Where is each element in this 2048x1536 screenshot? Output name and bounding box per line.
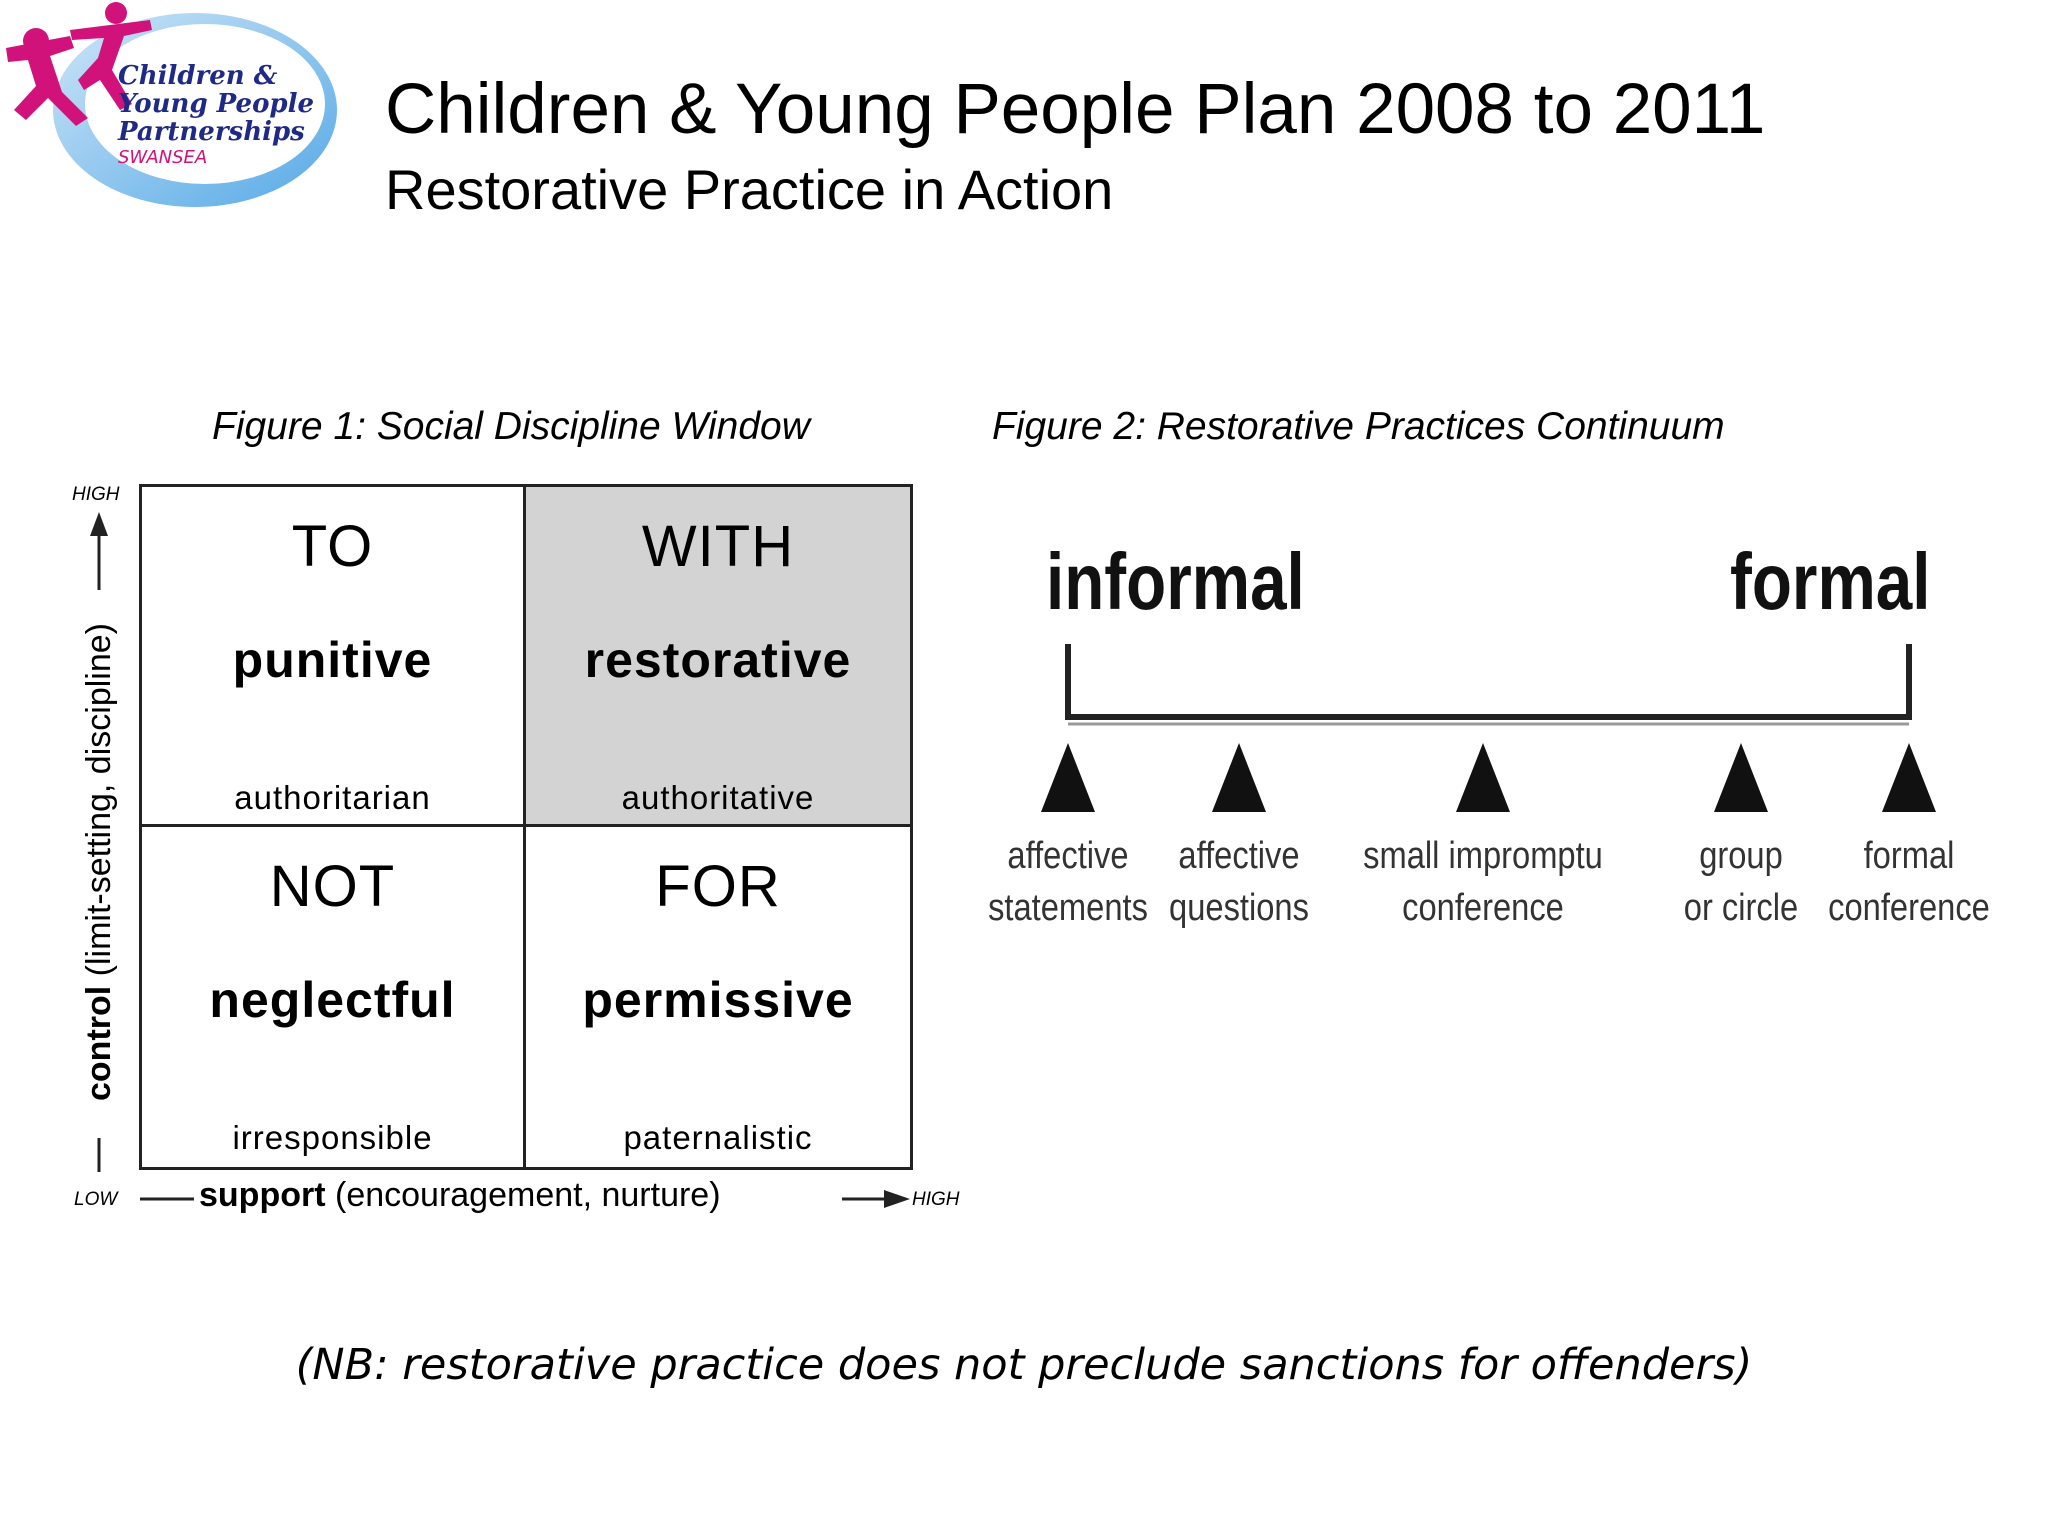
quadrant-not bbox=[142, 827, 526, 1167]
quadrant-desc: authoritarian bbox=[234, 779, 431, 816]
partnership-logo bbox=[0, 0, 345, 215]
quadrant-style: permissive bbox=[582, 972, 854, 1028]
continuum-item-line2: statements bbox=[988, 887, 1148, 929]
x-axis-low-label: LOW bbox=[74, 1189, 118, 1210]
y-axis-label-bold: control bbox=[80, 985, 118, 1101]
continuum-item-line1: formal bbox=[1863, 835, 1955, 877]
continuum-item-line1: affective bbox=[1178, 835, 1300, 877]
continuum-item-line2: questions bbox=[1169, 887, 1309, 929]
continuum-item-line1: group bbox=[1699, 835, 1783, 877]
footnote: (NB: restorative practice does not preclude sanctions for offenders) bbox=[295, 1340, 1753, 1390]
quadrant-with bbox=[526, 487, 910, 827]
continuum-marker-icon bbox=[1456, 743, 1510, 812]
figure1-caption: Figure 1: Social Discipline Window bbox=[212, 405, 810, 448]
continuum-item bbox=[1814, 830, 2003, 934]
y-axis-label bbox=[79, 542, 119, 1182]
quadrant-style: punitive bbox=[232, 632, 433, 688]
continuum-marker-icon bbox=[1714, 743, 1768, 812]
quadrant-style: neglectful bbox=[209, 972, 456, 1028]
quadrant-style: restorative bbox=[584, 632, 852, 688]
logo-text-4: SWANSEA bbox=[118, 147, 208, 168]
y-axis-high-label: HIGH bbox=[72, 484, 120, 505]
quadrant-desc: paternalistic bbox=[623, 1119, 813, 1156]
quadrant-mode: WITH bbox=[641, 514, 795, 579]
continuum-item-line1: affective bbox=[1007, 835, 1129, 877]
page-subtitle: Restorative Practice in Action bbox=[385, 158, 1114, 221]
quadrant-to bbox=[142, 487, 526, 827]
continuum-formal-label: formal bbox=[1730, 537, 1931, 626]
continuum-marker-icon bbox=[1212, 743, 1266, 812]
y-axis-label-rest: (limit-setting, discipline) bbox=[80, 623, 118, 986]
x-axis-label-rest: (encouragement, nurture) bbox=[325, 1176, 721, 1214]
continuum-item bbox=[1144, 830, 1333, 934]
quadrant-mode: FOR bbox=[655, 854, 781, 919]
continuum-marker-icon bbox=[1882, 743, 1936, 812]
logo-text-2: Young People bbox=[118, 89, 315, 119]
quadrant-mode: TO bbox=[291, 514, 374, 579]
quadrant-for bbox=[526, 827, 910, 1167]
logo-text-1: Children & bbox=[118, 61, 278, 91]
continuum-marker-icon bbox=[1041, 743, 1095, 812]
quadrant-desc: irresponsible bbox=[232, 1119, 433, 1156]
continuum-item-line2: conference bbox=[1402, 887, 1564, 929]
continuum-informal-label: informal bbox=[1046, 537, 1305, 626]
continuum-item-line2: or circle bbox=[1683, 887, 1799, 929]
quadrant-desc: authoritative bbox=[621, 779, 815, 816]
y-axis-arrowhead-icon bbox=[90, 512, 108, 536]
continuum-item-line1: small impromptu bbox=[1363, 835, 1603, 877]
x-axis-high-label: HIGH bbox=[912, 1189, 960, 1210]
social-discipline-window bbox=[139, 484, 913, 1170]
x-axis-arrowhead-icon bbox=[884, 1190, 910, 1208]
continuum-item bbox=[1345, 830, 1620, 934]
continuum-bracket bbox=[1068, 644, 1909, 717]
continuum-item bbox=[1646, 830, 1835, 934]
continuum-item-line2: conference bbox=[1828, 887, 1990, 929]
figure2-caption: Figure 2: Restorative Practices Continuum bbox=[992, 405, 1725, 448]
quadrant-mode: NOT bbox=[269, 854, 396, 919]
logo-text-3: Partnerships bbox=[118, 117, 305, 147]
continuum-item bbox=[973, 830, 1162, 934]
x-axis-label bbox=[199, 1178, 721, 1212]
page-title: Children & Young People Plan 2008 to 2011 bbox=[385, 70, 1766, 149]
x-axis-label-bold: support bbox=[199, 1176, 326, 1214]
